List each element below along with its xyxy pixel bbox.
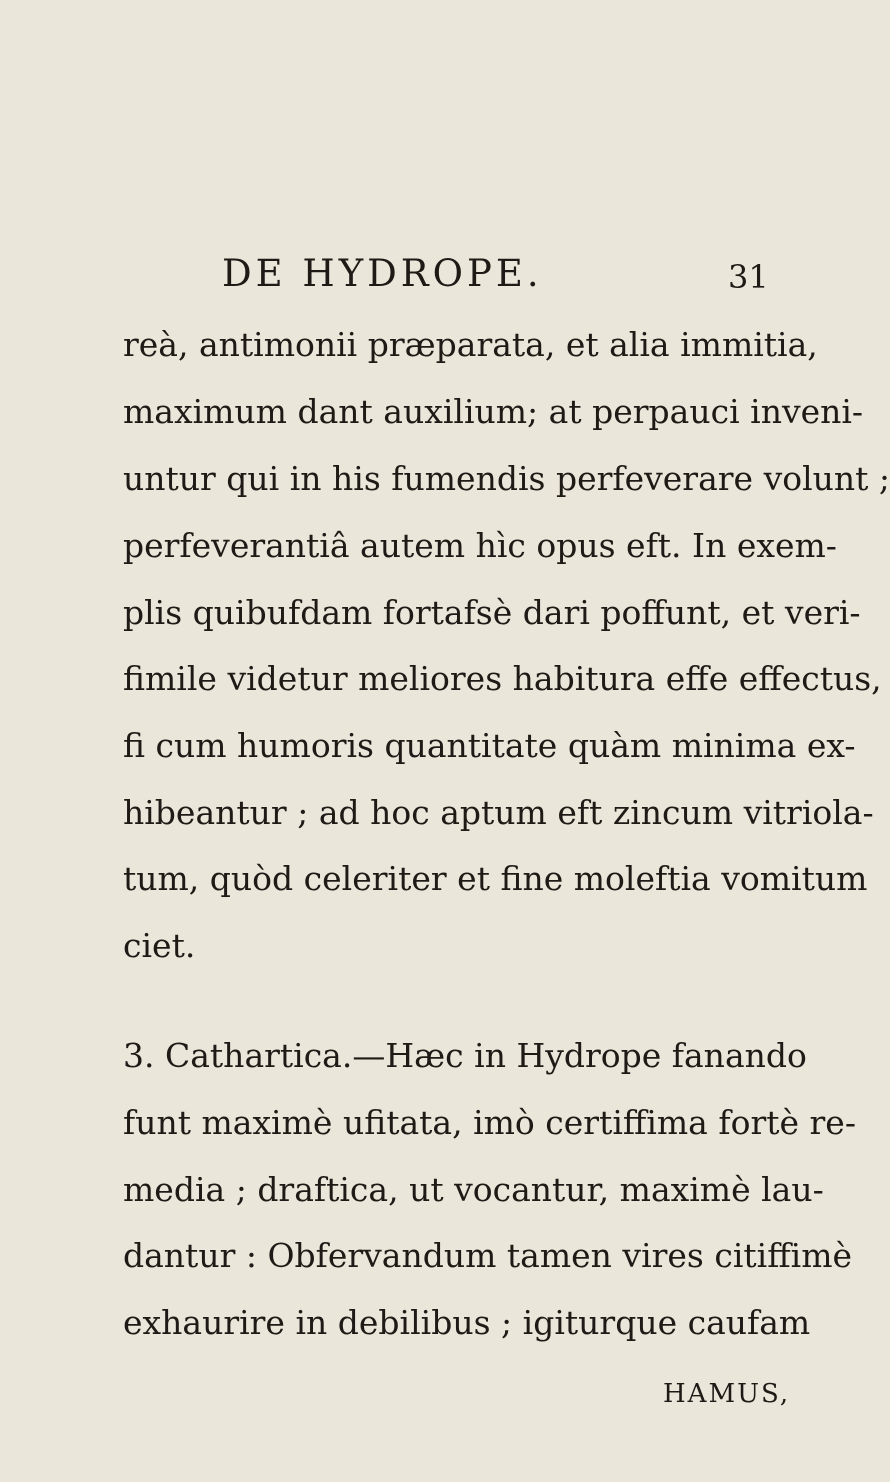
text-line (0, 591, 861, 635)
running-title: DE HYDROPE. (222, 252, 543, 295)
word: funt (123, 1103, 191, 1142)
line-text: ciet. (123, 926, 196, 965)
word: quantitate (384, 726, 558, 765)
text-line (0, 390, 864, 434)
word: perfeverantiâ (123, 526, 350, 565)
word: veri- (784, 593, 861, 632)
word: Obfervandum (267, 1236, 497, 1275)
word: imò (473, 1103, 535, 1142)
word: fine (500, 859, 564, 898)
word: quàm (567, 726, 662, 765)
line-text (123, 1034, 807, 1078)
word: meliores (358, 659, 503, 698)
word: tamen (506, 1236, 612, 1275)
word: fi (123, 726, 146, 765)
line-text (123, 457, 890, 501)
text-line (0, 457, 890, 501)
word: caufam (687, 1303, 811, 1342)
word: fumendis (391, 459, 546, 498)
word: tum, (123, 859, 200, 898)
word: minima (671, 726, 797, 765)
line-text (123, 1101, 856, 1145)
word: perpauci (592, 392, 740, 431)
word: fortè (718, 1103, 800, 1142)
word: certiffima (545, 1103, 708, 1142)
word: ; (297, 793, 309, 832)
word: fanando (671, 1036, 807, 1075)
word: in (474, 1036, 506, 1075)
text-line (0, 1101, 856, 1145)
word: ; (878, 459, 890, 498)
word: in (295, 1303, 328, 1342)
line-text (123, 1234, 852, 1278)
text-line (0, 1168, 824, 1212)
word: eft. (626, 526, 682, 565)
text-line (0, 1034, 807, 1078)
word: perfeverare (555, 459, 754, 498)
text-line (0, 524, 837, 568)
text-line (0, 791, 874, 835)
word: maximum (123, 392, 287, 431)
word: citiffimè (714, 1236, 853, 1275)
word: autem (360, 526, 466, 565)
word: moleftia (573, 859, 711, 898)
line-text (123, 591, 861, 635)
line-text (123, 524, 837, 568)
text-line (0, 924, 800, 968)
word: reà, (123, 325, 189, 364)
word: et (565, 325, 599, 364)
word: volunt (763, 459, 869, 498)
word: videtur (227, 659, 348, 698)
word: opus (536, 526, 616, 565)
word: untur (123, 459, 216, 498)
word: plis (123, 593, 183, 632)
line-text (123, 657, 882, 701)
word: zincum (612, 793, 734, 832)
word: poffunt, (600, 593, 732, 632)
word: humoris (237, 726, 374, 765)
text-line (0, 724, 856, 768)
word: dantur (123, 1236, 236, 1275)
word: auxilium; (383, 392, 539, 431)
word: his (332, 459, 381, 498)
word: immitia, (680, 325, 818, 364)
word: fimile (123, 659, 217, 698)
word: draftica, (257, 1170, 399, 1209)
word: ; (235, 1170, 247, 1209)
word: Cathartica.—Hæc (165, 1036, 464, 1075)
word: præparata, (367, 325, 556, 364)
text-line (0, 857, 868, 901)
word: dari (522, 593, 590, 632)
word: igiturque (522, 1303, 678, 1342)
word: exem- (736, 526, 837, 565)
word: ut (409, 1170, 444, 1209)
page-number: 31 (728, 258, 769, 296)
word: vires (622, 1236, 704, 1275)
line-text (123, 857, 867, 901)
word: hoc (370, 793, 430, 832)
word: aptum (440, 793, 547, 832)
text-line (0, 657, 882, 701)
line-text (123, 390, 863, 434)
word: quòd (209, 859, 294, 898)
word: effe (665, 659, 729, 698)
line-text (123, 1168, 824, 1212)
word: lau- (761, 1170, 824, 1209)
word: qui (226, 459, 280, 498)
word: vomitum (721, 859, 868, 898)
word: debilibus (337, 1303, 491, 1342)
catchword: HAMUS, (663, 1379, 791, 1409)
word: Hydrope (516, 1036, 662, 1075)
word: maximè (619, 1170, 751, 1209)
line-text (123, 323, 818, 367)
word: alia (609, 325, 670, 364)
line-text (123, 1301, 810, 1345)
word: hìc (475, 526, 526, 565)
text-line (0, 323, 818, 367)
word: dant (297, 392, 373, 431)
word: ; (501, 1303, 513, 1342)
word: ufitata, (342, 1103, 463, 1142)
word: ex- (806, 726, 856, 765)
word: In (692, 526, 727, 565)
word: vocantur, (454, 1170, 610, 1209)
word: 3. (123, 1036, 155, 1075)
word: et (741, 593, 775, 632)
word: hibeantur (123, 793, 287, 832)
word: celeriter (303, 859, 447, 898)
text-line (0, 1234, 853, 1278)
word: maximè (201, 1103, 333, 1142)
word: habitura (512, 659, 656, 698)
word: at (548, 392, 582, 431)
word: media (123, 1170, 226, 1209)
line-text (123, 724, 856, 768)
word: cum (155, 726, 227, 765)
page-header (0, 252, 800, 308)
word: vitriola- (743, 793, 874, 832)
word: antimonii (198, 325, 358, 364)
line-text (123, 791, 874, 835)
word: et (457, 859, 490, 898)
word: ad (318, 793, 360, 832)
word: exhaurire (123, 1303, 285, 1342)
word: : (245, 1236, 257, 1275)
word: re- (809, 1103, 856, 1142)
word: quibufdam (192, 593, 373, 632)
word: fortafsè (382, 593, 513, 632)
word: in (289, 459, 322, 498)
word: eft (557, 793, 603, 832)
text-line (0, 1301, 811, 1345)
word: effectus, (738, 659, 882, 698)
word: inveni- (750, 392, 864, 431)
